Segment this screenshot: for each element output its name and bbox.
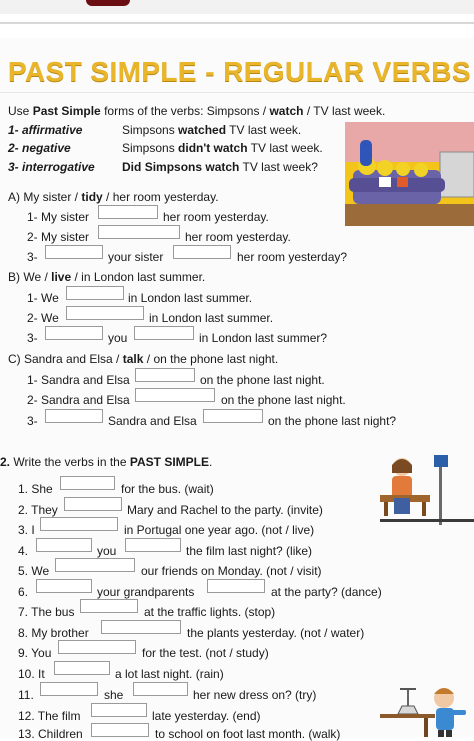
item-7-rest: at the traffic lights. (stop) [144,605,276,619]
answer-field[interactable] [91,723,149,737]
answer-field[interactable] [45,245,103,259]
bus-stop-picture [380,453,474,525]
answer-field[interactable] [125,538,181,552]
prompt-post: / in London last summer. [74,270,206,284]
answer-field[interactable] [36,579,92,593]
prompt-verb: tidy [81,190,103,204]
a3-subject: your sister [108,250,164,264]
item-5-rest: our friends on Monday. (not / visit) [141,564,322,578]
form-label-affirmative: 1- affirmative [8,123,83,137]
form-post: TV last week. [229,123,302,137]
form-verb: Simpsons watch [144,160,240,174]
a2-subject: 2- My sister [27,230,90,244]
answer-field[interactable] [66,306,144,320]
b2-subject: 2- We [27,311,59,325]
intro-past-simple: Past Simple [32,104,101,118]
item-2-subject: 2. They [18,503,58,517]
a3-num: 3- [27,250,38,264]
item-9-rest: for the test. (not / study) [142,646,269,660]
title-rule [0,92,474,93]
answer-field[interactable] [36,538,92,552]
answer-field[interactable] [55,558,135,572]
answer-field[interactable] [64,497,122,511]
heading-pre: Write the verbs in the [13,455,127,469]
b1-subject: 1- We [27,291,59,305]
item-6-rest: at the party? (dance) [271,585,382,599]
form-example-interrogative [122,160,318,174]
item-4-subject: you [97,544,117,558]
answer-field[interactable] [203,409,263,423]
prompt-b [8,270,205,284]
answer-field[interactable] [207,579,265,593]
prompt-post: / her room yesterday. [106,190,219,204]
item-4-rest: the film last night? (like) [186,544,313,558]
item-8-rest: the plants yesterday. (not / water) [187,626,365,640]
answer-field[interactable] [98,205,158,219]
intro-tail: / TV last week. [306,104,386,118]
prompt-pre: A) My sister / [8,190,79,204]
item-1-rest: for the bus. (wait) [121,482,214,496]
answer-field[interactable] [40,517,118,531]
form-post: TV last week? [242,160,318,174]
intro-use: Use [8,104,30,118]
b2-rest: in London last summer. [149,311,274,325]
answer-field[interactable] [45,409,103,423]
answer-field[interactable] [80,599,138,613]
item-10-subject: 10. It [18,667,45,681]
intro-watch: watch [269,104,304,118]
b3-num: 3- [27,331,38,345]
c2-subject: 2- Sandra and Elsa [27,393,130,407]
form-label-negative: 2- negative [8,141,71,155]
item-4-num: 4. [18,544,29,558]
a1-subject: 1- My sister [27,210,90,224]
item-2-rest: Mary and Rachel to the party. (invite) [127,503,323,517]
item-11-num: 11. [18,688,34,702]
top-tab-marker [86,0,130,6]
simpsons-family-picture [345,122,474,226]
prompt-c [8,352,278,366]
b3-subject: you [108,331,128,345]
a2-rest: her room yesterday. [185,230,291,244]
a1-rest: her room yesterday. [163,210,269,224]
boy-studying-picture [380,680,474,737]
prompt-post: / on the phone last night. [146,352,279,366]
top-divider [0,22,474,24]
item-10-rest: a lot last night. (rain) [115,667,224,681]
item-3-rest: in Portugal one year ago. (not / live) [124,523,315,537]
form-post: TV last week. [250,141,323,155]
answer-field[interactable] [173,245,231,259]
answer-field[interactable] [91,703,147,717]
answer-field[interactable] [133,682,188,696]
exercise2-heading [0,455,212,469]
item-8-subject: 8. My brother [18,626,89,640]
answer-field[interactable] [60,476,115,490]
prompt-verb: live [51,270,72,284]
b3-rest: in London last summer? [199,331,328,345]
heading-end: . [209,455,213,469]
form-verb: didn't watch [178,141,248,155]
browser-top-bar [0,0,474,14]
item-12-subject: 12. The film [18,709,81,723]
item-1-subject: 1. She [18,482,53,496]
b1-rest: in London last summer. [128,291,253,305]
form-pre: Simpsons [122,123,175,137]
prompt-pre: B) We / [8,270,48,284]
form-verb: watched [178,123,227,137]
item-5-subject: 5. We [18,564,50,578]
answer-field[interactable] [135,368,195,382]
c3-num: 3- [27,414,38,428]
item-6-num: 6. [18,585,29,599]
c3-subject: Sandra and Elsa [108,414,197,428]
a3-rest: her room yesterday? [237,250,348,264]
intro-rest: forms of the verbs: Simpsons / [104,104,267,118]
c3-rest: on the phone last night? [268,414,397,428]
answer-field[interactable] [58,640,136,654]
answer-field[interactable] [134,326,194,340]
answer-field[interactable] [40,682,98,696]
item-9-subject: 9. You [18,646,52,660]
form-label-interrogative: 3- interrogative [8,160,95,174]
answer-field[interactable] [45,326,103,340]
prompt-a [8,190,219,204]
item-11-subject: she [104,688,124,702]
c1-subject: 1- Sandra and Elsa [27,373,130,387]
item-13-subject: 13. Children [18,727,83,741]
c2-rest: on the phone last night. [221,393,346,407]
intro-line [8,104,385,118]
form-pre: Did [122,160,142,174]
item-3-subject: 3. I [18,523,35,537]
heading-num: 2. [0,455,11,469]
form-example-affirmative [122,123,301,137]
prompt-verb: talk [122,352,144,366]
answer-field[interactable] [135,388,215,402]
item-7-subject: 7. The bus [18,605,75,619]
answer-field[interactable] [98,225,180,239]
answer-field[interactable] [54,661,110,675]
c1-rest: on the phone last night. [200,373,325,387]
form-pre: Simpsons [122,141,175,155]
item-12-rest: late yesterday. (end) [152,709,261,723]
item-11-rest: her new dress on? (try) [193,688,317,702]
form-example-negative [122,141,323,155]
heading-bold: PAST SIMPLE [129,455,209,469]
page-title: PAST SIMPLE - REGULAR VERBS [8,56,471,87]
answer-field[interactable] [101,620,181,634]
prompt-pre: C) Sandra and Elsa / [8,352,120,366]
item-13-rest: to school on foot last month. (walk) [155,727,341,741]
item-6-subject: your grandparents [97,585,195,599]
answer-field[interactable] [66,286,124,300]
